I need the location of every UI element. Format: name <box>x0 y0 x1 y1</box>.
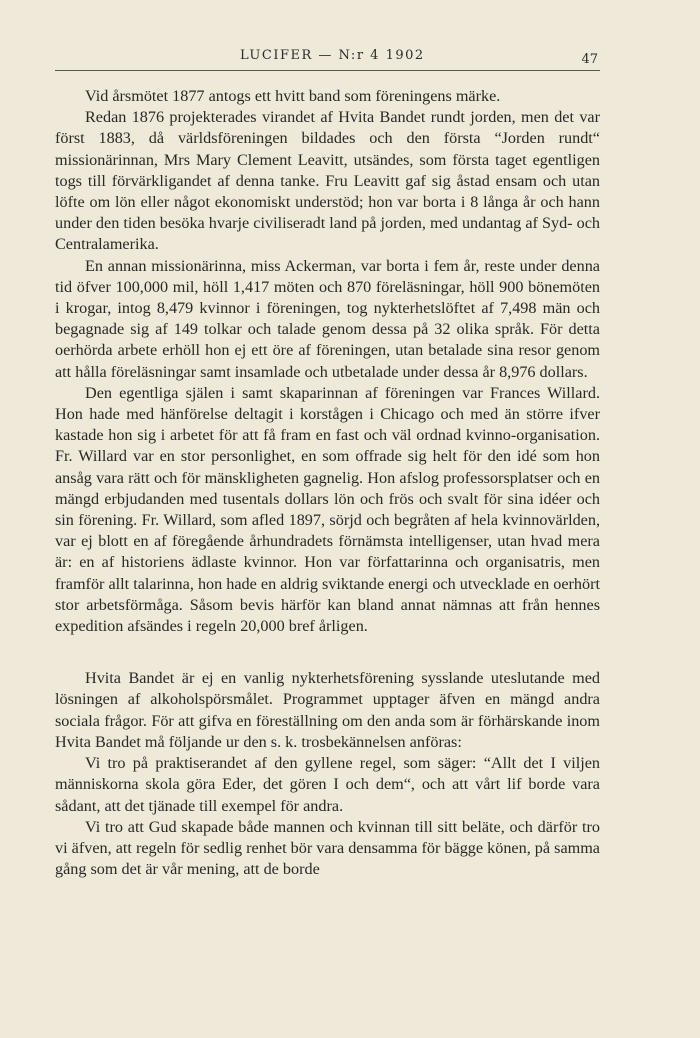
paragraph: Vi tro att Gud skapade både mannen och kvinnan till sitt beläte, och därför tro vi äfven, att regeln för sedlig renhet bör vara densamma för bägge könen, på samma gång som det är vår mening, att de borde <box>55 817 600 879</box>
page-header <box>55 46 600 71</box>
running-head: LUCIFER — N:r 4 1902 <box>240 48 425 63</box>
article-body <box>55 86 600 880</box>
page-number: 47 <box>581 52 598 67</box>
paragraph: Vid årsmötet 1877 antogs ett hvitt band som föreningens märke. <box>85 87 501 105</box>
paragraph: Redan 1876 projekterades virandet af Hvita Bandet rundt jorden, men det var först 1883, då världsföreningen bildades och den första “Jorden rundt“ missionärinnan, Mrs Mary Clement Leavitt, utsändes, som första taget egentligen togs till förvärkligandet af denna tanke. Fru Leavitt gaf sig åstad ensam och utan löfte om lön eller något ekonomiskt understöd; hon var borta i 8 långa år och hann under den tiden besöka hvarje civiliseradt land på jorden, med undantag af Syd- och Centralamerika. <box>55 108 600 254</box>
paragraph: Vi tro på praktiserandet af den gyllene regel, som säger: “Allt det I viljen människorna skola göra Eder, det gören I och dem“, och att vårt lif borde vara sådant, att det tjänade till exempel för andra. <box>55 754 600 815</box>
paragraph: Den egentliga själen i samt skaparinnan af föreningen var Frances Willard. Hon hade med hänförelse deltagit i korstågen i Chicago och med än större ifver kastade hon sig i arbetet för att få fram en fast och väl ordnad kvinno-organisation. Fr. Willard var en stor personlighet, en som offrade sig helt för den idé som hon ansåg vara rätt och för mänskligheten gagnelig. Hon afslog professorsplatser och en mängd erbjudanden med tusentals dollars lön och frös och svalt för sina idéer och sin förening. Fr. Willard, som afled 1897, sörjd och begråten af hela kvinnovärlden, var ej blott en af föregående århundradets förnämsta intelligenser, utan hvad mera är: en af historiens ädlaste kvinnor. Hon var författarinna och organisatris, men framför allt talarinna, hon hade en aldrig sviktande energi och utvecklade en oerhört stor arbetsförmåga. Såsom bevis härför kan bland annat nämnas att från hennes expedition afsändes i regeln 20,000 bref årligen. <box>55 383 600 636</box>
paragraph: Hvita Bandet är ej en vanlig nykterhetsförening sysslande uteslutande med lösningen af alkoholspörsmålet. Programmet upptager äfven en mängd andra sociala frågor. För att gifva en föreställning om den anda som är förhärskande inom Hvita Bandet må följande ur den s. k. trosbekännelsen anföras: <box>55 669 600 751</box>
section-break <box>55 637 600 668</box>
paragraph: En annan missionärinna, miss Ackerman, var borta i fem år, reste under denna tid öfver 100,000 mil, höll 1,417 möten och 870 föreläsningar, höll 900 bönemöten i krogar, intog 8,479 kvinnor i föreningen, tog nykterhetslöftet af 7,498 män och begagnade sig af 149 tolkar och talade genom dessa på 32 olika språk. För detta oerhörda arbete erhöll hon ej ett öre af föreningen, utan betalade sina resor genom att hålla föreläsningar samt insamlade och utbetalade under dessa år 8,976 dollars. <box>55 256 600 381</box>
